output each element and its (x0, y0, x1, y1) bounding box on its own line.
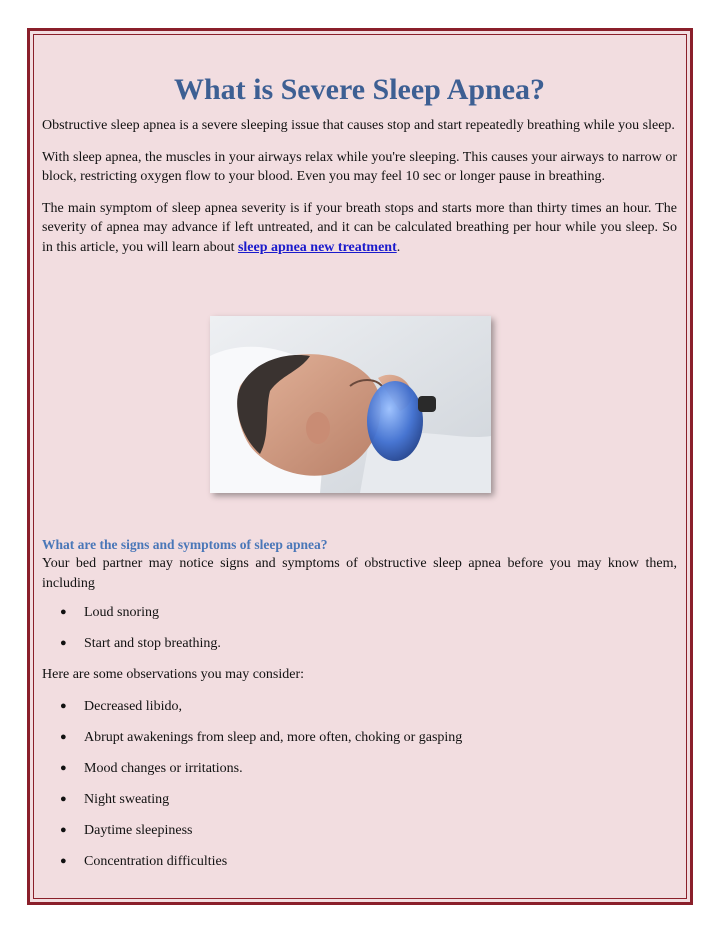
paragraph-text: The main symptom of sleep apnea severity is if your breath stops and starts more than thirty times an hour. The severity of apnea may advance if left untreated, and it can be calculated breathing per hour while you sleep. So in this article, you will learn about (42, 200, 677, 255)
sleeping-man-illustration (210, 316, 491, 493)
list-item (42, 697, 677, 728)
list-item-text: Start and stop breathing. (84, 636, 221, 651)
treatment-link[interactable]: sleep apnea new treatment (237, 239, 397, 255)
list-item (42, 634, 677, 665)
intro-paragraph-1: Obstructive sleep apnea is a severe sleeping issue that causes stop and start repeatedly breathing while you sleep. (42, 118, 675, 133)
list-item (42, 759, 677, 790)
list-item-text: Loud snoring (84, 605, 160, 620)
observations-list (42, 697, 677, 883)
article-body (42, 70, 677, 269)
section-heading: What are the signs and symptoms of sleep apnea? (42, 537, 328, 552)
bullet-icon: ● (60, 854, 67, 867)
bullet-icon: ● (60, 761, 67, 774)
bullet-icon: ● (60, 730, 67, 743)
list-item-text: Night sweating (84, 791, 170, 807)
bullet-icon: ● (60, 823, 67, 836)
bullet-icon: ● (60, 699, 67, 712)
sleeping-man-image (210, 316, 491, 493)
list-item-text: Abrupt awakenings from sleep and, more often, choking or gasping (84, 729, 463, 745)
list-item-text: Concentration difficulties (84, 853, 228, 869)
bullet-icon: ● (60, 606, 67, 618)
list-item-text: Mood changes or irritations. (84, 760, 243, 776)
list-item (42, 852, 677, 883)
signs-section (42, 536, 677, 883)
list-item-text: Daytime sleepiness (84, 822, 193, 838)
bullet-icon: ● (60, 792, 67, 805)
intro-paragraph-2: With sleep apnea, the muscles in your airways relax while you're sleeping. This causes your airways to narrow or block, restricting oxygen flow to your blood. Even you may feel 10 sec or longer pause in breathing. (42, 149, 677, 184)
list-item-text: Decreased libido, (84, 698, 182, 714)
page-title: What is Severe Sleep Apnea? (173, 73, 546, 106)
intro-paragraph-3 (42, 199, 677, 258)
list-item (42, 790, 677, 821)
list-item (42, 603, 677, 634)
signs-intro: Your bed partner may notice signs and symptoms of obstructive sleep apnea before you may know them, including (42, 556, 677, 591)
signs-list (42, 603, 677, 665)
bullet-icon: ● (60, 637, 67, 649)
list-item (42, 821, 677, 852)
list-item (42, 728, 677, 759)
observations-intro: Here are some observations you may consider: (42, 667, 305, 682)
paragraph-end: . (396, 239, 401, 255)
